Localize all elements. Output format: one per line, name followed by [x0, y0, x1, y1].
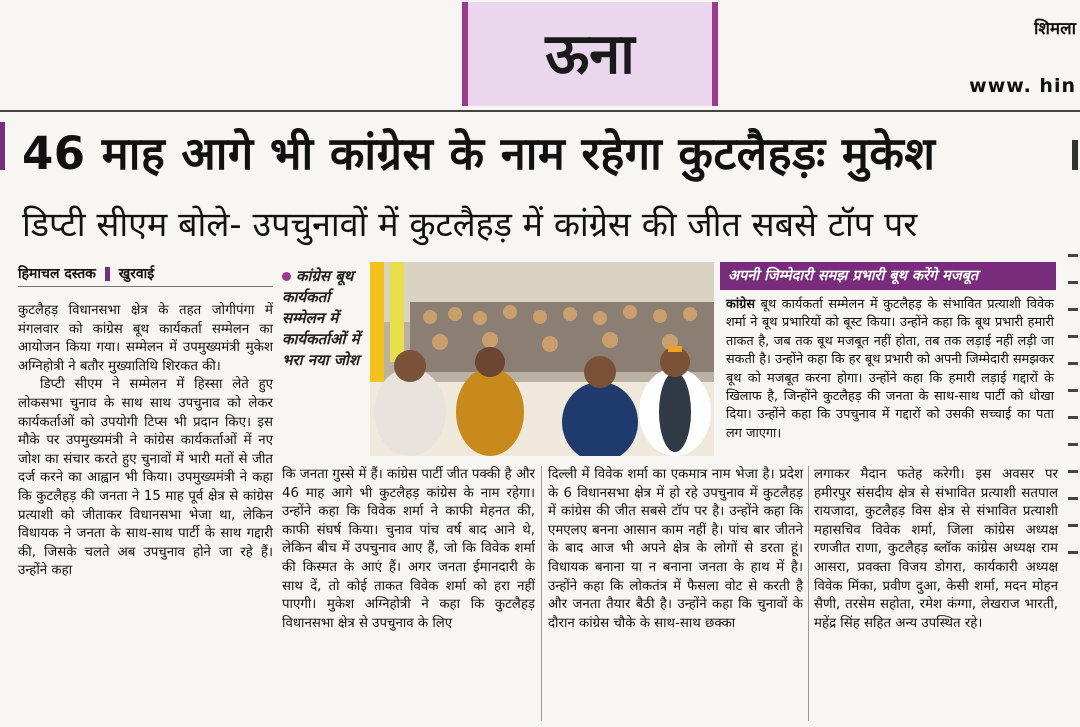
- article-paragraph: डिप्टी सीएम ने सम्मेलन में हिस्सा लेते हुए लोकसभा चुनाव के साथ साथ उपचुनाव को लेकर कार्यकर्ताओं को उपयोगी टिप्स भी प्रदान किए। इस मौके पर उपमुख्यमंत्री ने कांग्रेस कार्यकर्ताओं में नए जोश का संचार करते हुए चुनावों में भारी मतों से जीत दर्ज करने का आह्वान भी किया। उपमुख्यमंत्री ने कहा कि कुटलैहड़ की जनता ने 15 माह पूर्व क्षेत्र से कांग्रेस प्रत्याशी को जीताकर विधानसभा भेजा था, लेकिन विधायक ने जनता के साथ-साथ पार्टी के साथ गद्दारी की, जिसके चलते अब उपचुनाव होने जा रहे हैं। उन्होंने कहा: [18, 377, 273, 579]
- column-divider: [808, 466, 809, 721]
- article-paragraph: लगाकर मैदान फतेह करेगी। इस अवसर पर हमीरपुर संसदीय क्षेत्र से संभावित प्रत्याशी सतपाल रायजादा, कुटलैहड़ विस क्षेत्र से संभावित प्रत्याशी महासचिव विवेक शर्मा, जिला कांग्रेस अध्यक्ष रणजीत राणा, कुटलैहड़ ब्लॉक कांग्रेस अध्यक्ष राम आसरा, प्रवक्ता विजय डोगरा, कार्यकारी अध्यक्ष विवेक मिंका, प्रवीण दुआ, केसी शर्मा, मदन मोहन सैणी, तरसेम सहोता, रमेश कंग्गा, लेखराज भारती, महेंद्र सिंह सहित अन्य उपस्थित रहे।: [814, 467, 1058, 631]
- article-subheadline: डिप्टी सीएम बोले- उपचुनावों में कुटलैहड़ में कांग्रेस की जीत सबसे टॉप पर: [22, 205, 918, 245]
- article-paragraph: कि जनता गुस्से में हैं। कांग्रेस पार्टी जीत पक्की है और 46 माह आगे भी कुटलैहड़ कांग्रेस के नाम रहेगा। उन्होंने कहा कि विवेक शर्मा ने काफी मेहनत की, काफी संघर्ष किया। चुनाव पांच वर्ष बाद आने थे, लेकिन बीच में उपचुनाव आए हैं, जो कि विवेक शर्मा की किस्मत के आएं हैं। अगर जनता ईमानदारी के साथ दें, तो कोई ताकत विवेक शर्मा को हरा नहीं पाएगी। मुकेश अग्निहोत्री ने कहा कि कुटलैहड़ विधानसभा क्षेत्र से उपचुनाव के लिए: [282, 467, 535, 631]
- byline-paper: हिमाचल दस्तक: [18, 266, 96, 282]
- article-headline: 46 माह आगे भी कांग्रेस के नाम रहेगा कुटलैहड़ः मुकेश: [22, 127, 936, 180]
- pull-quote-text: कांग्रेस बूथ कार्यकर्ता सम्मेलन में कार्यकर्ताओं में भरा नया जोश: [282, 267, 360, 369]
- text-fragment: [1068, 254, 1078, 257]
- article-paragraph: कुटलैहड़ विधानसभा क्षेत्र के तहत जोगीपंगा में मंगलवार को कांग्रेस बूथ कार्यकर्ता सम्मेलन का आयोजन किया गया। सम्मेलन में उपमुख्यमंत्री मुकेश अग्निहोत्री ने बतौर मुख्यातिथि शिरकत की।: [18, 303, 273, 374]
- website-label: www. hin: [969, 75, 1076, 97]
- text-fragment: [1068, 281, 1078, 284]
- text-fragment: [1068, 551, 1078, 554]
- text-fragment: [1068, 470, 1078, 473]
- article-paragraph: दिल्ली में विवेक शर्मा का एकमात्र नाम भेजा है। प्रदेश के 6 विधानसभा क्षेत्र में हो रहे उपचुनाव में कुटलैहड़ में कांग्रेस की जीत सबसे टॉप पर है। उन्होंने कहा कि एमएलए बनना आसान काम नहीं है। पांच बार जीतने के बाद आज भी अपने क्षेत्र के लोगों से डरता हूं। विधायक बनाना या न बनाना जनता के हाथ में है। उन्होंने कहा कि लोकतंत्र में फैसला वोट से करती है और जनता तैयार बैठी है। उन्होंने कहा कि चुनावों के दौरान कांग्रेस चौके के साथ-साथ छक्का: [548, 467, 803, 631]
- text-fragment: [1068, 308, 1078, 311]
- sidebar-title: अपनी जिम्मेदारी समझ प्रभारी बूथ करेंगे मजबूत: [720, 262, 1056, 290]
- sidebar-body: [726, 296, 1054, 443]
- byline-place: खुरवाई: [118, 266, 155, 282]
- text-fragment: [1068, 362, 1078, 365]
- adjacent-article-edge: [1064, 230, 1080, 727]
- byline-rule: [18, 286, 273, 287]
- section-title: ऊना: [545, 22, 635, 87]
- text-fragment: [1068, 389, 1078, 392]
- headline-accent-bar: [0, 122, 5, 170]
- text-fragment: [1068, 443, 1078, 446]
- column-divider: [541, 466, 542, 721]
- byline: [18, 264, 154, 283]
- article-column-3: [548, 466, 803, 633]
- article-column-1: [18, 302, 273, 581]
- article-column-2: [282, 466, 535, 633]
- text-fragment: [1068, 524, 1078, 527]
- event-photo: [370, 262, 714, 456]
- event-photo-image: [370, 262, 714, 456]
- text-fragment: [1068, 416, 1078, 419]
- adjacent-accent-bar: [1072, 140, 1078, 170]
- text-fragment: [1068, 497, 1078, 500]
- pull-quote: [282, 266, 366, 371]
- edition-label: शिमला: [1033, 19, 1076, 39]
- text-fragment: [1068, 335, 1078, 338]
- bullet-icon: [282, 272, 291, 281]
- sidebar-lead-word: कांग्रेस: [726, 297, 756, 312]
- top-rule: [0, 110, 1080, 112]
- sidebar-text: बूथ कार्यकर्ता सम्मेलन में कुटलैहड़ के संभावित प्रत्याशी विवेक शर्मा ने बूथ प्रभारियों को बूस्ट किया। उन्होंने कहा कि बूथ प्रभारी हमारी ताकत है, जब तक बूथ मजबूत नहीं होता, तब तक लड़ाई नहीं लड़ी जा सकती है। उन्होंने कहा कि हर बूथ प्रभारी को अपनी जिम्मेदारी समझकर बूथ को मजबूत करना होगा। उन्होंने कहा कि हमारी लड़ाई गद्दारों के खिलाफ है, जिन्होंने कुटलैहड़ की जनता के साथ-साथ पार्टी को धोखा दिया। उन्होंने कहा कि उपचुनाव में गद्दारों को उसकी सच्चाई का पता लग जाएगा।: [726, 297, 1054, 441]
- section-masthead: [462, 2, 718, 106]
- article-column-4: [814, 466, 1058, 633]
- byline-separator: [105, 267, 110, 281]
